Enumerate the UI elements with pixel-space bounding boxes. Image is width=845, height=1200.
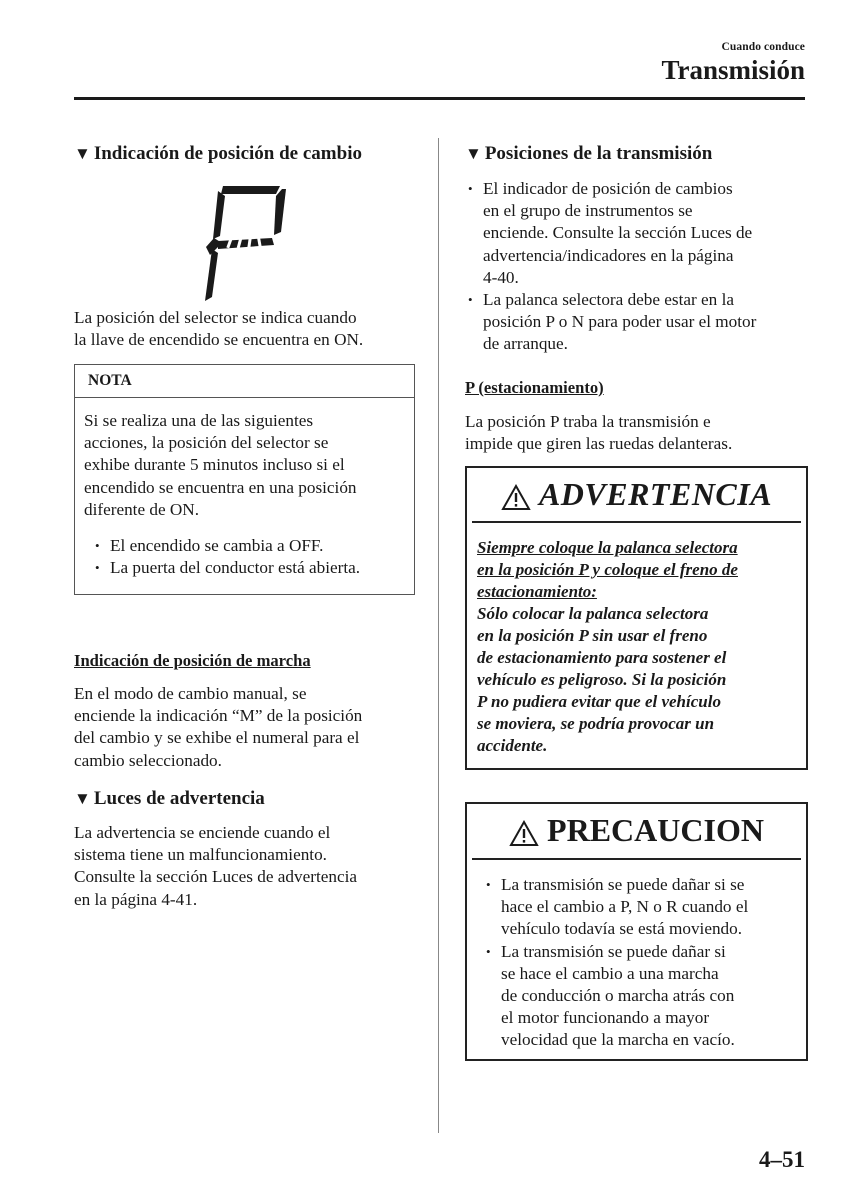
- list-item: • El indicador de posición de cambios en el grupo de instrumentos se enciende. Consulte la sección Luces de advertencia/indicadores en la página 4-40.: [465, 178, 810, 289]
- list-item: • La transmisión se puede dañar si se hace el cambio a una marcha de conducción o marcha atrás con el motor funcionando a mayor velocidad que la marcha en vacío.: [483, 941, 796, 1052]
- nota-box: [74, 364, 415, 595]
- nota-text: Si se realiza una de las siguientes acciones, la posición del selector se exhibe durante 5 minutos incluso si el encendido se encuentra en una posición diferente de ON.: [84, 411, 357, 519]
- header-rule: [74, 97, 805, 100]
- list-item: • La puerta del conductor está abierta.: [92, 557, 405, 579]
- warning-triangle-icon: [501, 484, 531, 511]
- page-title: Transmisión: [661, 55, 805, 85]
- manual-mode-paragraph: En el modo de cambio manual, se enciende la indicación “M” de la posición del cambio y se exhibe el numeral para el cambio seleccionado.: [74, 684, 363, 770]
- warning-text: Siempre coloque la palanca selectora en la posición P y coloque el freno de estacionamiento: Sólo colocar la palanca selectora en la posición P sin usar el freno de estacionamiento para sostener el vehículo es peligroso. Si la posición P no pudiera evitar que el vehículo se moviera, se podría provocar un accidente.: [477, 538, 738, 755]
- subheading-park: P (estacionamiento): [465, 378, 604, 397]
- positions-list: [465, 178, 810, 356]
- warning-triangle-icon: [509, 820, 539, 847]
- nota-title: NOTA: [75, 365, 414, 398]
- triangle-marker-icon: ▼: [465, 144, 482, 163]
- caution-title: PRECAUCION: [472, 809, 801, 860]
- caution-list: [467, 860, 806, 1052]
- list-item: • La palanca selectora debe estar en la posición P o N para poder usar el motor de arranque.: [465, 289, 810, 356]
- list-item: • La transmisión se puede dañar si se hace el cambio a P, N o R cuando el vehículo todavía se está moviendo.: [483, 874, 796, 941]
- warning-title: ADVERTENCIA: [472, 473, 801, 523]
- section-label: Cuando conduce: [721, 41, 805, 53]
- page-number: 4–51: [759, 1147, 805, 1172]
- triangle-marker-icon: ▼: [74, 789, 91, 808]
- column-divider: [438, 138, 439, 1133]
- selector-position-paragraph: La posición del selector se indica cuando la llave de encendido se encuentra en ON.: [74, 308, 364, 350]
- list-item: • El encendido se cambia a OFF.: [92, 535, 405, 557]
- gear-position-p-display-icon: [196, 183, 288, 303]
- heading-shift-indicator: ▼ Indicación de posición de cambio: [74, 143, 362, 164]
- heading-warning-lights: ▼ Luces de advertencia: [74, 788, 265, 809]
- caution-box: [465, 802, 808, 1061]
- heading-transmission-positions: ▼ Posiciones de la transmisión: [465, 143, 713, 164]
- nota-list: [75, 521, 414, 579]
- park-paragraph: La posición P traba la transmisión e impide que giren las ruedas delanteras.: [465, 412, 733, 454]
- triangle-marker-icon: ▼: [74, 144, 91, 163]
- subheading-gear-position: Indicación de posición de marcha: [74, 651, 311, 670]
- warning-box: [465, 466, 808, 770]
- warning-lights-paragraph: La advertencia se enciende cuando el sistema tiene un malfuncionamiento. Consulte la sección Luces de advertencia en la página 4-41.: [74, 823, 357, 909]
